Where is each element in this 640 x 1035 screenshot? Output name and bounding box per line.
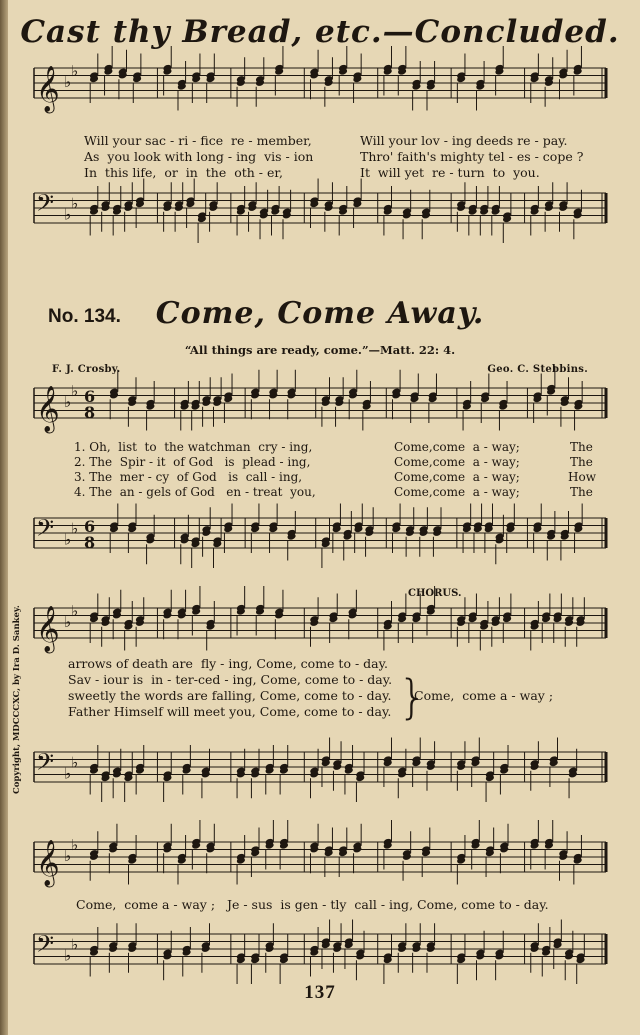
bass-staff [34, 179, 606, 244]
flat-icon: ♭ [71, 835, 79, 854]
flat-icon: ♭ [64, 530, 72, 549]
staff-system-4-bass [0, 910, 640, 988]
flat-icon: ♭ [71, 601, 79, 620]
staff-system-4-treble [0, 818, 640, 896]
bass-clef-icon: 𝄢 [36, 514, 55, 547]
verse-4-continuation: Father Himself will meet you, Come, come to - day. [68, 704, 392, 719]
flat-icon: ♭ [64, 847, 72, 865]
staff-system-1-treble [0, 44, 640, 122]
copyright-notice: Copyright, MDCCCXC, by Ira D. Sankey. [12, 605, 22, 795]
page-title-concluded: Cast thy Bread, etc.—Concluded. [20, 14, 620, 50]
hymn-epigraph: “All things are ready, come.”—Matt. 22: 4. [184, 343, 456, 357]
chorus-brace: } [398, 670, 428, 724]
music-credit: Geo. C. Stebbins. [487, 364, 588, 375]
flat-icon: ♭ [64, 764, 72, 783]
chorus-refrain: Come, come a - way ; [414, 688, 554, 703]
bass-staff [34, 738, 606, 803]
flat-icon: ♭ [64, 73, 72, 91]
flat-icon: ♭ [71, 381, 79, 400]
verse-1-line-b: Come,come a - way; [394, 440, 520, 454]
verse-1-line-a: 1. Oh, list to the watchman cry - ing, [74, 440, 313, 454]
concluded-lyric-line-3b: It will yet re - turn to you. [360, 165, 540, 180]
flat-icon: ♭ [71, 519, 79, 538]
bass-clef-icon: 𝄢 [36, 748, 55, 781]
verse-4-line-b: Come,come a - way; [394, 485, 520, 499]
staff-system-1-bass [0, 169, 640, 247]
verse-4-line-c: The [570, 485, 593, 499]
time-signature-bottom: 8 [84, 533, 96, 552]
concluded-lyric-line-1b: Will your lov - ing deeds re - pay. [360, 133, 568, 148]
flat-icon: ♭ [64, 205, 72, 224]
verse-3-line-c: How [568, 470, 596, 484]
bass-clef-icon: 𝄢 [36, 189, 55, 222]
verse-1-line-c: The [570, 440, 593, 454]
concluded-lyric-line-3a: In this life, or in the oth - er, [84, 165, 283, 180]
staff-system-2-bass [0, 494, 640, 572]
flat-icon: ♭ [71, 194, 79, 213]
verse-3-line-a: 3. The mer - cy of God is call - ing, [74, 470, 303, 484]
treble-clef-icon: 𝄞 [36, 66, 60, 112]
staff-system-2-treble [0, 364, 640, 442]
treble-staff [34, 46, 606, 114]
flat-icon: ♭ [71, 935, 79, 954]
time-signature-bottom: 8 [84, 403, 96, 422]
concluded-lyric-line-2a: As you look with long - ing vis - ion [84, 149, 314, 164]
bass-clef-icon: 𝄢 [36, 930, 55, 963]
time-signature-top: 6 [84, 387, 96, 406]
treble-staff [34, 586, 606, 654]
flat-icon: ♭ [71, 753, 79, 772]
bass-staff [34, 920, 606, 985]
verse-3-continuation: sweetly the words are falling, Come, come to - day. [68, 688, 392, 703]
treble-clef-icon: 𝄞 [36, 386, 60, 432]
bass-staff [34, 504, 606, 569]
flat-icon: ♭ [64, 393, 72, 411]
staff-system-3-treble [0, 584, 640, 662]
treble-staff [34, 820, 606, 888]
verse-1-continuation: arrows of death are fly - ing, Come, come to - day. [68, 656, 388, 671]
final-lyric-line: Come, come a - way ; Je - sus is gen - tly call - ing, Come, come to - day. [76, 897, 549, 912]
page-number: 137 [304, 982, 336, 1003]
verse-3-line-b: Come,come a - way; [394, 470, 520, 484]
concluded-lyric-line-1a: Will your sac - ri - fice re - member, [84, 133, 312, 148]
words-credit: F. J. Crosby. [52, 364, 121, 375]
verse-2-continuation: Sav - iour is in - ter-ced - ing, Come, come to - day. [68, 672, 393, 687]
treble-staff [34, 366, 606, 434]
treble-clef-icon: 𝄞 [36, 606, 60, 652]
flat-icon: ♭ [71, 61, 79, 80]
flat-icon: ♭ [64, 946, 72, 965]
hymn-title: Come, Come Away. [155, 296, 485, 331]
staff-system-3-bass [0, 728, 640, 806]
concluded-lyric-line-2b: Thro' faith's mighty tel - es - cope ? [360, 149, 584, 164]
time-signature-top: 6 [84, 517, 96, 536]
chorus-label: CHORUS. [408, 588, 462, 599]
verse-4-line-a: 4. The an - gels of God en - treat you, [74, 485, 316, 499]
verse-2-line-c: The [570, 455, 593, 469]
verse-2-line-a: 2. The Spir - it of God is plead - ing, [74, 455, 311, 469]
flat-icon: ♭ [64, 613, 72, 631]
verse-2-line-b: Come,come a - way; [394, 455, 520, 469]
treble-clef-icon: 𝄞 [36, 840, 60, 886]
hymn-number: No. 134. [48, 306, 121, 327]
